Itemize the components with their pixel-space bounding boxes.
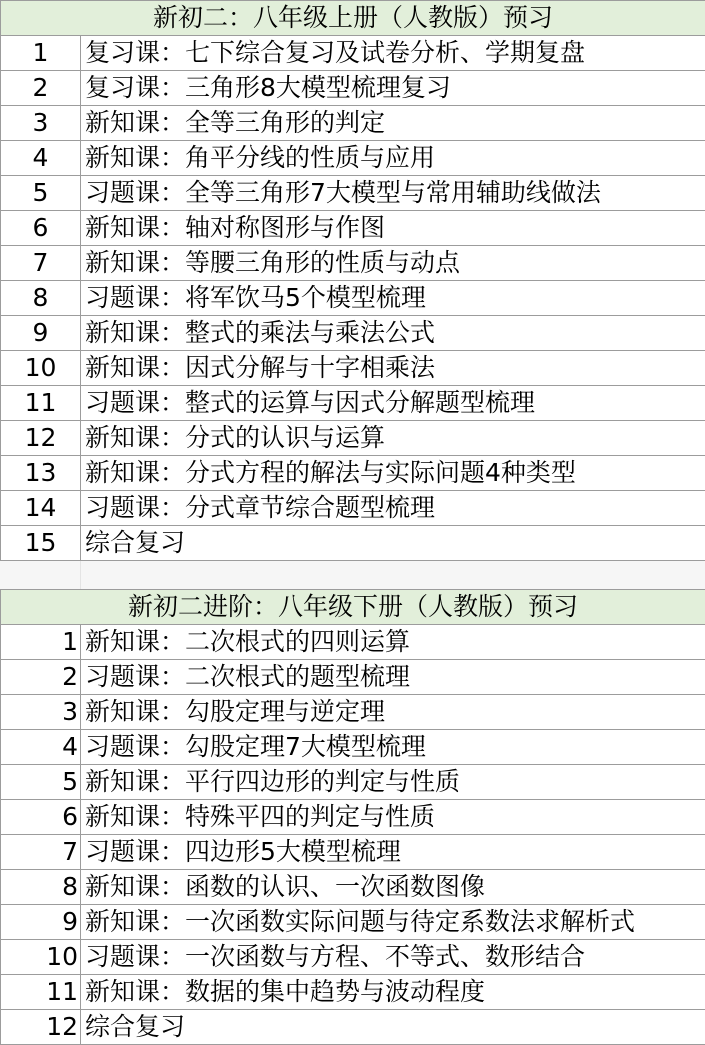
- lesson-title-cell[interactable]: 新知课：分式的认识与运算: [81, 421, 705, 456]
- table-row: [1, 281, 705, 316]
- lesson-title-cell[interactable]: 新知课：数据的集中趋势与波动程度: [81, 975, 705, 1010]
- lesson-number-cell[interactable]: 10: [1, 351, 81, 386]
- lesson-title-cell[interactable]: 习题课：整式的运算与因式分解题型梳理: [81, 386, 705, 421]
- section-header-row: [1, 1, 705, 36]
- lesson-title-cell[interactable]: 习题课：全等三角形7大模型与常用辅助线做法: [81, 176, 705, 211]
- lesson-title-cell[interactable]: 习题课：二次根式的题型梳理: [81, 660, 705, 695]
- table-row: [1, 526, 705, 561]
- lesson-number-cell[interactable]: 1: [1, 36, 81, 71]
- lesson-number-cell[interactable]: 5: [1, 765, 81, 800]
- empty-cell-divider: [80, 561, 81, 589]
- lesson-title-cell[interactable]: 新知课：全等三角形的判定: [81, 106, 705, 141]
- section-title-grade8-lower[interactable]: 新初二进阶：八年级下册（人教版）预习: [1, 590, 705, 625]
- lesson-title-cell[interactable]: 习题课：一次函数与方程、不等式、数形结合: [81, 940, 705, 975]
- table-row: [1, 246, 705, 281]
- table-row: [1, 625, 705, 660]
- table-row: [1, 351, 705, 386]
- table-row: [1, 71, 705, 106]
- lesson-number-cell[interactable]: 6: [1, 211, 81, 246]
- lesson-number-cell[interactable]: 12: [1, 1010, 81, 1045]
- table-row: [1, 141, 705, 176]
- lesson-title-cell[interactable]: 新知课：平行四边形的判定与性质: [81, 765, 705, 800]
- lesson-title-cell[interactable]: 习题课：四边形5大模型梳理: [81, 835, 705, 870]
- table-row: [1, 491, 705, 526]
- lesson-number-cell[interactable]: 9: [1, 316, 81, 351]
- table-row: [1, 456, 705, 491]
- lesson-number-cell[interactable]: 10: [1, 940, 81, 975]
- lesson-title-cell[interactable]: 新知课：二次根式的四则运算: [81, 625, 705, 660]
- lesson-number-cell[interactable]: 6: [1, 800, 81, 835]
- lesson-title-cell[interactable]: 新知课：角平分线的性质与应用: [81, 141, 705, 176]
- lesson-title-cell[interactable]: 复习课：三角形8大模型梳理复习: [81, 71, 705, 106]
- lesson-title-cell[interactable]: 综合复习: [81, 1010, 705, 1045]
- lesson-number-cell[interactable]: 5: [1, 176, 81, 211]
- lesson-title-cell[interactable]: 习题课：分式章节综合题型梳理: [81, 491, 705, 526]
- lesson-title-cell[interactable]: 新知课：勾股定理与逆定理: [81, 695, 705, 730]
- lesson-number-cell[interactable]: 7: [1, 246, 81, 281]
- table-row: [1, 316, 705, 351]
- lesson-title-cell[interactable]: 习题课：将军饮马5个模型梳理: [81, 281, 705, 316]
- lesson-number-cell[interactable]: 13: [1, 456, 81, 491]
- lesson-number-cell[interactable]: 3: [1, 106, 81, 141]
- table-row: [1, 106, 705, 141]
- lesson-title-cell[interactable]: 新知课：分式方程的解法与实际问题4种类型: [81, 456, 705, 491]
- lesson-number-cell[interactable]: 4: [1, 730, 81, 765]
- lesson-number-cell[interactable]: 4: [1, 141, 81, 176]
- table-row: [1, 386, 705, 421]
- table-grade8-lower: [0, 589, 705, 1045]
- table-row: [1, 975, 705, 1010]
- lesson-number-cell[interactable]: 15: [1, 526, 81, 561]
- lesson-title-cell[interactable]: 综合复习: [81, 526, 705, 561]
- table-row: [1, 870, 705, 905]
- lesson-number-cell[interactable]: 2: [1, 660, 81, 695]
- table-row: [1, 905, 705, 940]
- lesson-title-cell[interactable]: 新知课：一次函数实际问题与待定系数法求解析式: [81, 905, 705, 940]
- lesson-number-cell[interactable]: 11: [1, 386, 81, 421]
- table-row: [1, 765, 705, 800]
- lesson-title-cell[interactable]: 新知课：特殊平四的判定与性质: [81, 800, 705, 835]
- table-row: [1, 800, 705, 835]
- lesson-number-cell[interactable]: 12: [1, 421, 81, 456]
- table-row: [1, 36, 705, 71]
- lesson-title-cell[interactable]: 新知课：等腰三角形的性质与动点: [81, 246, 705, 281]
- lesson-number-cell[interactable]: 3: [1, 695, 81, 730]
- lesson-title-cell[interactable]: 新知课：轴对称图形与作图: [81, 211, 705, 246]
- table-row: [1, 940, 705, 975]
- section-header-row: [1, 590, 705, 625]
- lesson-title-cell[interactable]: 新知课：函数的认识、一次函数图像: [81, 870, 705, 905]
- table-row: [1, 1010, 705, 1045]
- lesson-number-cell[interactable]: 14: [1, 491, 81, 526]
- table-row: [1, 695, 705, 730]
- lesson-number-cell[interactable]: 9: [1, 905, 81, 940]
- lesson-number-cell[interactable]: 8: [1, 281, 81, 316]
- table-row: [1, 660, 705, 695]
- section-title-grade8-upper[interactable]: 新初二：八年级上册（人教版）预习: [1, 1, 705, 36]
- table-row: [1, 730, 705, 765]
- empty-spacer-row: [0, 561, 705, 589]
- lesson-number-cell[interactable]: 2: [1, 71, 81, 106]
- lesson-title-cell[interactable]: 习题课：勾股定理7大模型梳理: [81, 730, 705, 765]
- table-row: [1, 835, 705, 870]
- table-row: [1, 211, 705, 246]
- table-row: [1, 176, 705, 211]
- lesson-title-cell[interactable]: 新知课：整式的乘法与乘法公式: [81, 316, 705, 351]
- lesson-number-cell[interactable]: 7: [1, 835, 81, 870]
- lesson-number-cell[interactable]: 1: [1, 625, 81, 660]
- table-row: [1, 421, 705, 456]
- lesson-number-cell[interactable]: 8: [1, 870, 81, 905]
- lesson-title-cell[interactable]: 新知课：因式分解与十字相乘法: [81, 351, 705, 386]
- lesson-title-cell[interactable]: 复习课：七下综合复习及试卷分析、学期复盘: [81, 36, 705, 71]
- lesson-number-cell[interactable]: 11: [1, 975, 81, 1010]
